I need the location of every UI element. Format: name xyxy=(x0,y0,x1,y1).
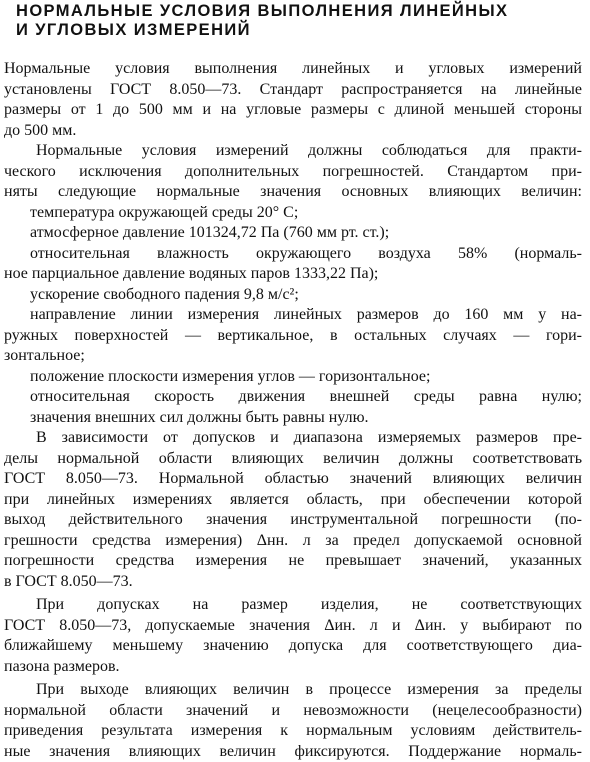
list-item-angle-plane: положение плоскости измерения углов — горизонтальное; xyxy=(4,367,582,388)
text-line: до 500 мм. xyxy=(4,121,582,142)
list-item-humidity: относительная влажность окружающего воздуха 58% (нормаль- xyxy=(4,244,582,265)
list-item-velocity: относительная скорость движения внешней среды равна нулю; xyxy=(4,387,582,408)
list-item-direction: направление линии измерения линейных размеров до 160 мм у на- xyxy=(4,305,582,326)
text-line: ГОСТ 8.050—73. Нормальной областью значений влияющих величин xyxy=(4,469,582,490)
text-line: установлены ГОСТ 8.050—73. Стандарт распространяется на линейные xyxy=(4,80,582,101)
text-line: в ГОСТ 8.050—73. xyxy=(4,572,582,593)
text-line: ГОСТ 8.050—73, допускаемые значения Δин. л и Δин. у выбирают по xyxy=(4,616,582,637)
list-item-temperature: температура окружающей среды 20° С; xyxy=(4,203,582,224)
text-line: Нормальные условия выполнения линейных и угловых измерений xyxy=(4,59,582,80)
list-item-pressure: атмосферное давление 101324,72 Па (760 мм рт. ст.); xyxy=(4,223,582,244)
document-body xyxy=(4,59,582,762)
text-line: делы нормальной области влияющих величин должны соответствовать xyxy=(4,449,582,470)
text-line: зонтальное; xyxy=(4,346,582,367)
list-item-gravity: ускорение свободного падения 9,8 м/с²; xyxy=(4,285,582,306)
text-line: погрешности средства измерения не превышает значений, указанных xyxy=(4,551,582,572)
text-line: пазона размеров. xyxy=(4,657,582,678)
paragraph-tolerances xyxy=(4,428,582,592)
text-line: приведения результата измерения к нормальным условиям действитель- xyxy=(4,721,582,742)
text-line: ное парциальное давление водяных паров 1333,22 Па); xyxy=(4,264,582,285)
text-line: ческого исключения дополнительных погрешностей. Стандартом при- xyxy=(4,162,582,183)
paragraph-scope xyxy=(4,59,582,141)
text-line: выход действительного значения инструментальной погрешности (по- xyxy=(4,510,582,531)
text-line: размеры от 1 до 500 мм и на угловые размеры с длиной меньшей стороны xyxy=(4,100,582,121)
text-line: грешности средства измерения) Δнн. л за предел допускаемой основной xyxy=(4,531,582,552)
heading-line: НОРМАЛЬНЫЕ УСЛОВИЯ ВЫПОЛНЕНИЯ ЛИНЕЙНЫХ xyxy=(16,2,536,21)
section-heading xyxy=(16,2,536,40)
text-line: ные значения влияющих величин фиксируются. Поддержание нормаль- xyxy=(4,742,582,762)
paragraph-nonstandard-tolerances xyxy=(4,595,582,677)
text-line: Нормальные условия измерений должны соблюдаться для практи- xyxy=(4,141,582,162)
text-line: В зависимости от допусков и диапазона измеряемых размеров пре- xyxy=(4,428,582,449)
text-line: ружных поверхностей — вертикальное, в остальных случаях — гори- xyxy=(4,326,582,347)
paragraph-out-of-range xyxy=(4,680,582,762)
paragraph-normal-conditions xyxy=(4,141,582,428)
text-line: При выходе влияющих величин в процессе измерения за пределы xyxy=(4,680,582,701)
text-line: няты следующие нормальные значения основных влияющих величин: xyxy=(4,182,582,203)
list-item-forces: значения внешних сил должны быть равны нулю. xyxy=(4,408,582,429)
heading-line: И УГЛОВЫХ ИЗМЕРЕНИЙ xyxy=(16,21,536,40)
text-line: ближайшему меньшему значению допуска для соответствующего диа- xyxy=(4,636,582,657)
text-line: при линейных измерениях является область, при обеспечении которой xyxy=(4,490,582,511)
text-line: При допусках на размер изделия, не соответствующих xyxy=(4,595,582,616)
text-line: нормальной области значений и невозможности (нецелесообразности) xyxy=(4,701,582,722)
